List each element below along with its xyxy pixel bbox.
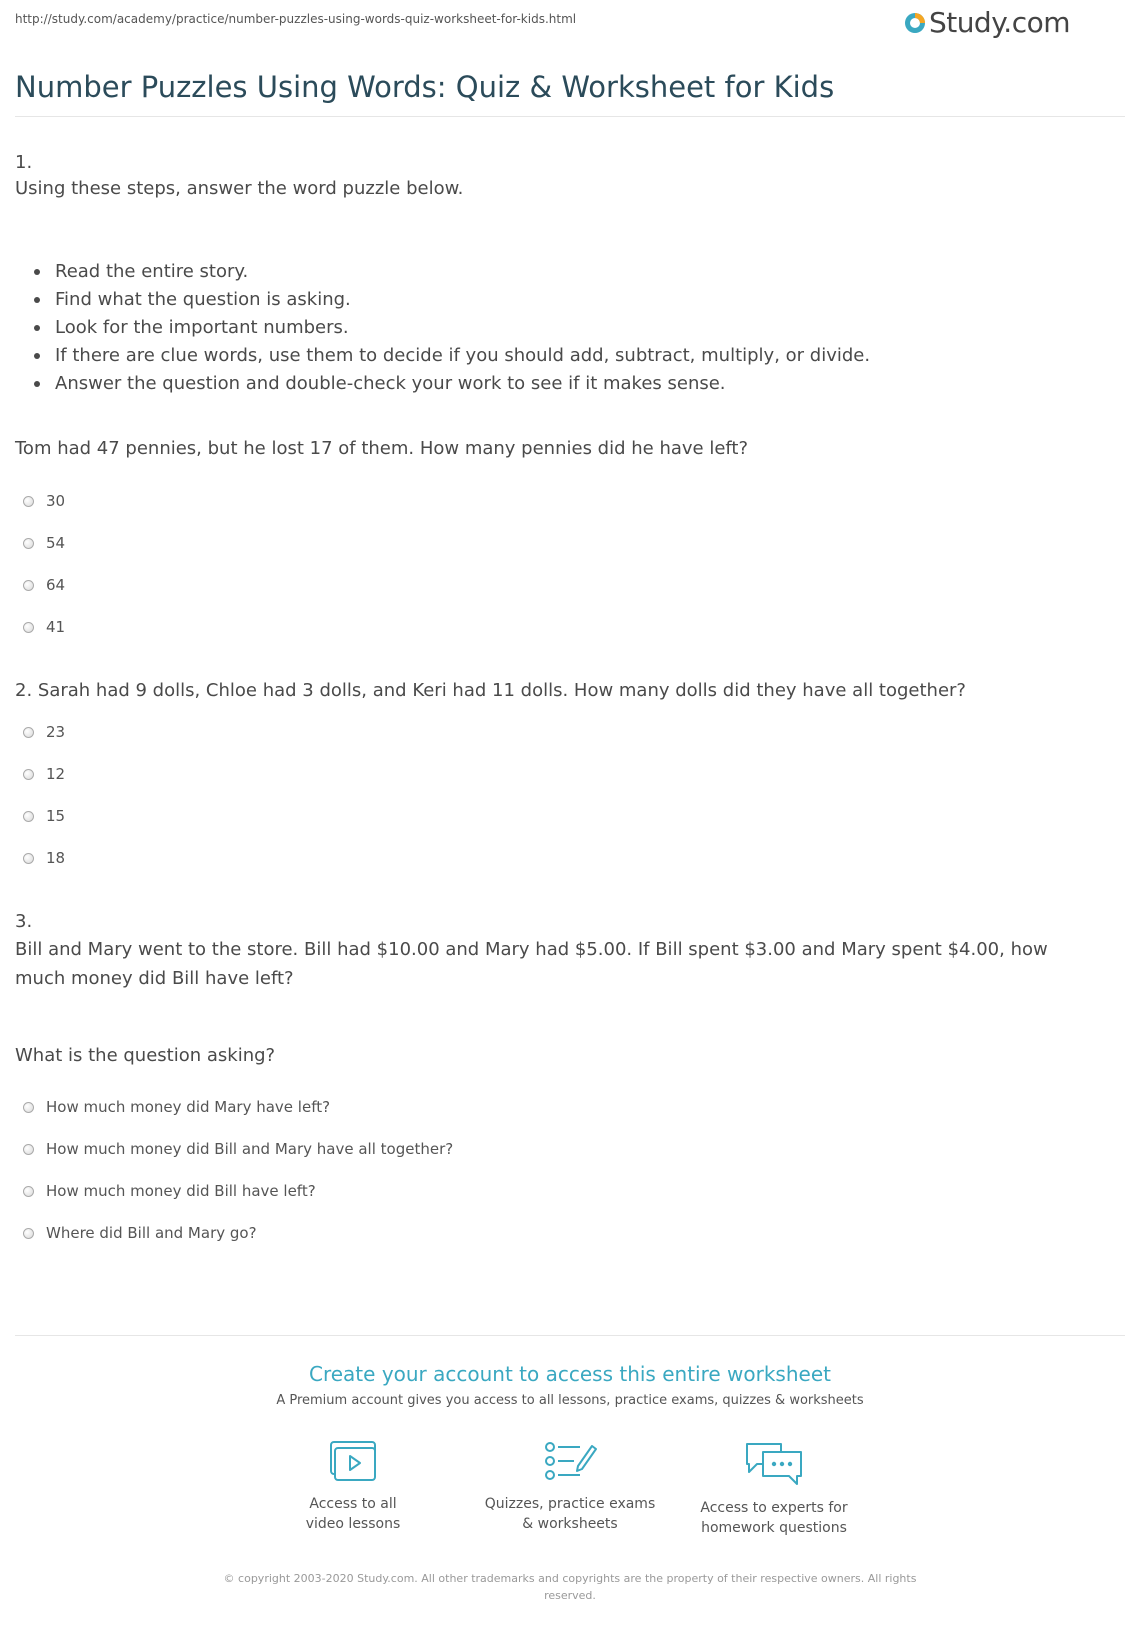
option-label: 64: [46, 576, 66, 594]
radio-button[interactable]: [23, 622, 34, 633]
radio-button[interactable]: [23, 811, 34, 822]
page-title: Number Puzzles Using Words: Quiz & Worksheet for Kids: [15, 70, 835, 104]
chat-bubbles-icon: [743, 1440, 805, 1488]
option-label: How much money did Mary have left?: [46, 1098, 331, 1116]
feature-label: video lessons: [305, 1516, 401, 1532]
radio-button[interactable]: [23, 1144, 34, 1155]
step-item: Read the entire story.: [30, 258, 870, 286]
option-label: 41: [46, 618, 66, 636]
copyright-line: reserved.: [544, 1589, 596, 1602]
question-1-number: 1.: [15, 152, 33, 173]
answer-option[interactable]: [23, 618, 65, 636]
question-3-story-cont: much money did Bill have left?: [15, 968, 294, 989]
feature-label: Access to all: [309, 1496, 397, 1512]
answer-option[interactable]: [23, 1224, 257, 1242]
answer-option[interactable]: [23, 765, 65, 783]
step-item: Answer the question and double-check your work to see if it makes sense.: [30, 370, 870, 398]
option-label: Where did Bill and Mary go?: [46, 1224, 257, 1242]
question-1-prompt: Tom had 47 pennies, but he lost 17 of them. How many pennies did he have left?: [15, 438, 749, 459]
radio-button[interactable]: [23, 1102, 34, 1113]
option-label: 54: [46, 534, 66, 552]
answer-option[interactable]: [23, 534, 65, 552]
question-3-story: Bill and Mary went to the store. Bill had $10.00 and Mary had $5.00. If Bill spent $3.00 and Mary spent $4.00, how: [15, 939, 1048, 960]
radio-button[interactable]: [23, 580, 34, 591]
option-label: 12: [46, 765, 66, 783]
radio-button[interactable]: [23, 1228, 34, 1239]
video-lessons-icon: [327, 1440, 379, 1484]
answer-option[interactable]: [23, 1140, 453, 1158]
cta-subtitle: A Premium account gives you access to all lessons, practice exams, quizzes & worksheets: [276, 1393, 864, 1408]
option-label: 15: [46, 807, 66, 825]
answer-option[interactable]: [23, 492, 65, 510]
answer-option[interactable]: [23, 1182, 316, 1200]
copyright-notice: [200, 1570, 940, 1604]
feature-video-lessons: [253, 1440, 453, 1534]
feature-label: Quizzes, practice exams: [484, 1496, 656, 1512]
step-item: Find what the question is asking.: [30, 286, 870, 314]
radio-button[interactable]: [23, 496, 34, 507]
radio-button[interactable]: [23, 769, 34, 780]
option-label: 18: [46, 849, 66, 867]
answer-option[interactable]: [23, 807, 65, 825]
radio-button[interactable]: [23, 1186, 34, 1197]
answer-option[interactable]: [23, 576, 65, 594]
feature-label: homework questions: [701, 1520, 847, 1536]
option-label: 30: [46, 492, 66, 510]
option-label: How much money did Bill and Mary have all together?: [46, 1140, 454, 1158]
study-logo[interactable]: [904, 6, 1070, 39]
step-item: Look for the important numbers.: [30, 314, 870, 342]
feature-label: & worksheets: [522, 1516, 618, 1532]
answer-option[interactable]: [23, 723, 65, 741]
option-label: How much money did Bill have left?: [46, 1182, 316, 1200]
copyright-line: © copyright 2003-2020 Study.com. All other trademarks and copyrights are the property of their respective owners. All rights: [223, 1572, 917, 1585]
radio-button[interactable]: [23, 538, 34, 549]
radio-button[interactable]: [23, 727, 34, 738]
page-url: http://study.com/academy/practice/number-puzzles-using-words-quiz-worksheet-for-kids.html: [15, 12, 577, 26]
step-item: If there are clue words, use them to decide if you should add, subtract, multiply, or divide.: [30, 342, 870, 370]
logo-mark-icon: [904, 12, 926, 34]
title-divider: [15, 116, 1125, 117]
question-3-number: 3.: [15, 911, 33, 932]
logo-text: Study.com: [928, 6, 1070, 39]
question-1-intro: Using these steps, answer the word puzzle below.: [15, 178, 464, 199]
answer-option[interactable]: [23, 1098, 330, 1116]
feature-label: Access to experts for: [700, 1500, 848, 1516]
question-2-prompt: 2. Sarah had 9 dolls, Chloe had 3 dolls, and Keri had 11 dolls. How many dolls did they have all together?: [15, 680, 966, 701]
section-divider: [15, 1335, 1125, 1336]
steps-list: [30, 258, 870, 398]
feature-quizzes: [470, 1440, 670, 1534]
create-account-link[interactable]: Create your account to access this entire worksheet: [309, 1362, 831, 1386]
feature-experts: [674, 1440, 874, 1538]
radio-button[interactable]: [23, 853, 34, 864]
quiz-checklist-icon: [542, 1440, 598, 1484]
question-3-prompt: What is the question asking?: [15, 1045, 276, 1066]
option-label: 23: [46, 723, 66, 741]
answer-option[interactable]: [23, 849, 65, 867]
